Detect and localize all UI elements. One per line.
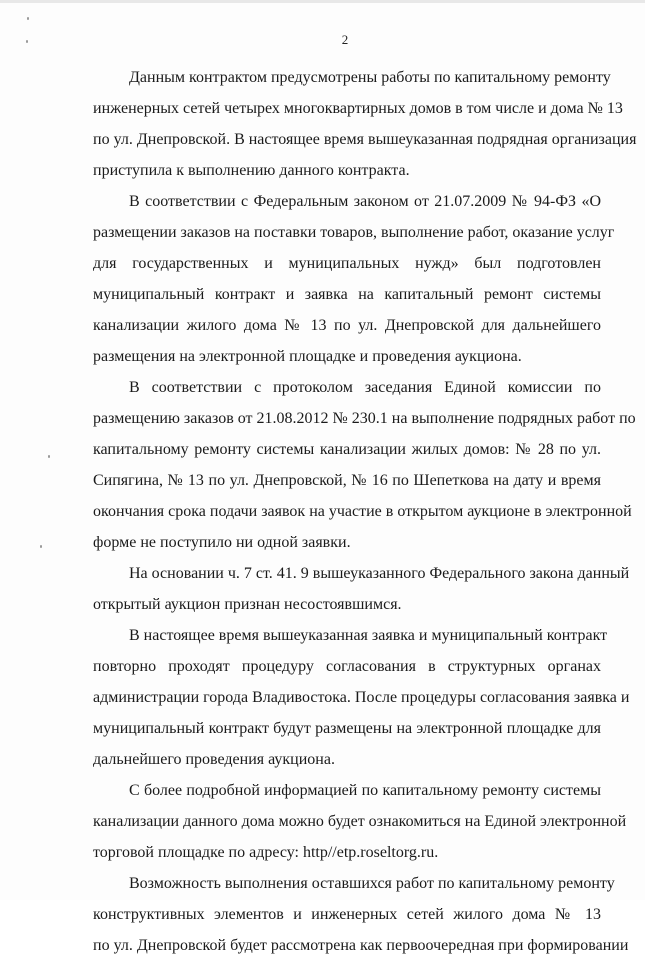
text-line: форме не поступило ни одной заявки. bbox=[93, 534, 351, 551]
text-line: На основании ч. 7 ст. 41. 9 вышеуказанного Федерального закона данный bbox=[129, 565, 630, 582]
text-line: Данным контрактом предусмотрены работы по капитальному ремонту bbox=[129, 69, 611, 86]
text-line: для государственных и муниципальных нужд» был подготовлен bbox=[93, 255, 601, 272]
text-line: канализации жилого дома № 13 по ул. Днепровской для дальнейшего bbox=[93, 317, 601, 334]
text-line: В соответствии с протоколом заседания Единой комиссии по bbox=[129, 379, 601, 396]
text-line: В настоящее время вышеуказанная заявка и муниципальный контракт bbox=[129, 627, 608, 644]
text-line: по ул. Днепровской. В настоящее время вышеуказанная подрядная организация bbox=[93, 131, 637, 148]
scan-speck bbox=[27, 17, 29, 20]
paragraph bbox=[93, 775, 627, 868]
text-line: размещения на электронной площадке и проведения аукциона. bbox=[93, 348, 522, 365]
text-line: инженерных сетей четырех многоквартирных домов в том числе и дома № 13 bbox=[93, 100, 623, 117]
text-line: администрации города Владивостока. После процедуры согласования заявка и bbox=[93, 689, 630, 706]
paragraph bbox=[93, 868, 629, 961]
text-line: Возможность выполнения оставшихся работ по капитальному ремонту bbox=[129, 875, 615, 892]
scan-edge bbox=[0, 0, 645, 3]
text-line: капитальному ремонту системы канализации жилых домов: № 28 по ул. bbox=[93, 441, 601, 458]
scan-speck bbox=[40, 545, 42, 548]
text-line: муниципальный контракт будут размещены на электронной площадке для bbox=[93, 720, 601, 737]
text-line: канализации данного дома можно будет ознакомиться на Единой электронной bbox=[93, 813, 627, 830]
text-line: открытый аукцион признан несостоявшимся. bbox=[93, 596, 402, 613]
text-line: В соответствии с Федеральным законом от 21.07.2009 № 94-ФЗ «О bbox=[129, 193, 601, 210]
text-line: размещении заказов на поставки товаров, выполнение работ, оказание услуг bbox=[93, 224, 615, 241]
text-line: размещению заказов от 21.08.2012 № 230.1 на выполнение подрядных работ по bbox=[93, 410, 636, 427]
page-number: 2 bbox=[341, 32, 349, 47]
text-line: дальнейшего проведения аукциона. bbox=[93, 751, 335, 768]
text-line: Сипягина, № 13 по ул. Днепровской, № 16 по Шепеткова на дату и время bbox=[93, 472, 601, 489]
text-line: С более подробной информацией по капитальному ремонту системы bbox=[129, 782, 601, 799]
text-line: окончания срока подачи заявок на участие в открытом аукционе в электронной bbox=[93, 503, 632, 520]
paragraph bbox=[93, 186, 615, 372]
text-line: приступила к выполнению данного контракта. bbox=[93, 162, 410, 179]
paragraph bbox=[93, 558, 630, 620]
text-line: торговой площадке по адресу: http//etp.roseltorg.ru. bbox=[93, 844, 439, 861]
paragraph bbox=[93, 372, 636, 558]
text-line: по ул. Днепровской будет рассмотрена как первоочередная при формировании bbox=[93, 937, 629, 954]
document-body bbox=[93, 62, 637, 961]
paragraph bbox=[93, 620, 630, 775]
text-line: муниципальный контракт и заявка на капитальный ремонт системы bbox=[93, 286, 601, 303]
paragraph bbox=[93, 62, 637, 186]
text-line: повторно проходят процедуру согласования в структурных органах bbox=[93, 658, 601, 675]
text-line: конструктивных элементов и инженерных сетей жилого дома № 13 bbox=[93, 906, 601, 923]
scan-speck bbox=[48, 455, 50, 458]
